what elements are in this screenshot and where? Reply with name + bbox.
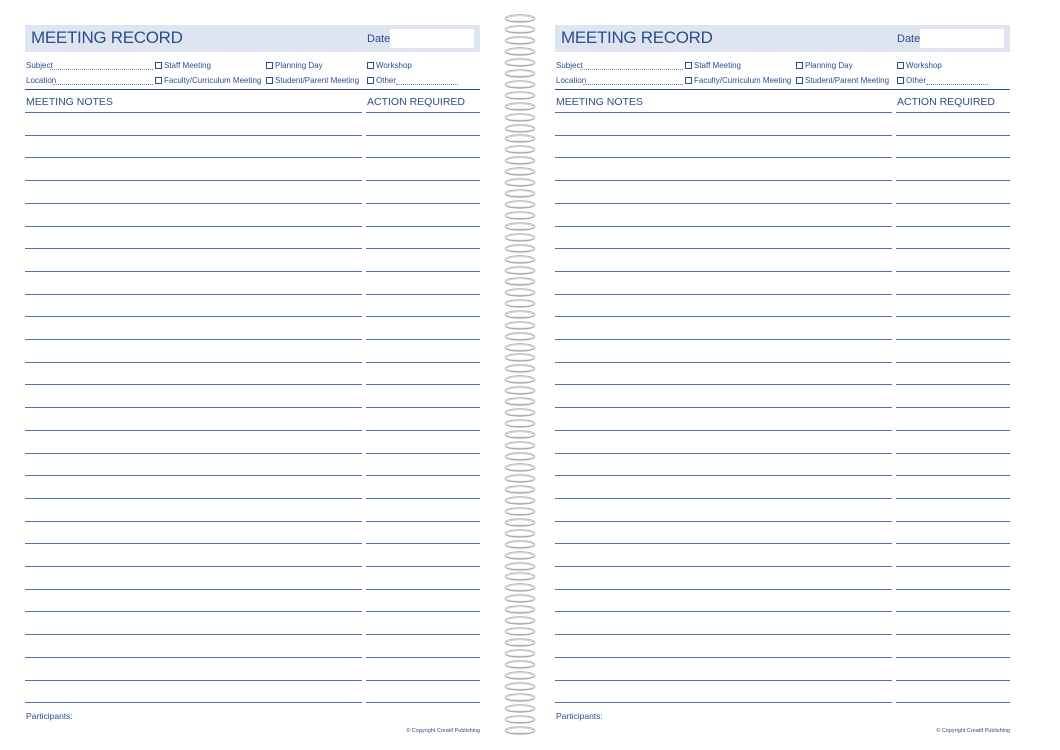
action-line[interactable] bbox=[896, 589, 1010, 590]
action-line[interactable] bbox=[366, 566, 480, 567]
spiral-coil bbox=[503, 507, 537, 516]
meeting-notes-heading: MEETING NOTES bbox=[26, 96, 113, 108]
notes-line[interactable] bbox=[25, 248, 362, 249]
spiral-coil bbox=[503, 704, 537, 713]
spiral-coil bbox=[503, 386, 537, 395]
notes-line[interactable] bbox=[555, 430, 892, 431]
spiral-coil bbox=[503, 255, 537, 264]
page-title: MEETING RECORD bbox=[561, 28, 713, 47]
notes-line[interactable] bbox=[25, 453, 362, 454]
notes-line[interactable] bbox=[25, 521, 362, 522]
participants-label: Participants: bbox=[556, 711, 603, 721]
action-line[interactable] bbox=[366, 453, 480, 454]
left-page bbox=[25, 25, 480, 740]
date-label: Date bbox=[367, 33, 391, 45]
spiral-coil bbox=[503, 463, 537, 472]
action-line[interactable] bbox=[896, 521, 1010, 522]
notes-line[interactable] bbox=[555, 384, 892, 385]
spiral-binding bbox=[503, 14, 539, 744]
spiral-coil bbox=[503, 211, 537, 220]
subject-label: Subject bbox=[556, 61, 583, 70]
notes-line[interactable] bbox=[25, 634, 362, 635]
action-line[interactable] bbox=[366, 407, 480, 408]
spiral-coil bbox=[503, 616, 537, 625]
option-staff-meeting[interactable]: Staff Meeting bbox=[685, 61, 741, 70]
spiral-coil bbox=[503, 529, 537, 538]
notes-line[interactable] bbox=[555, 339, 892, 340]
notes-line[interactable] bbox=[25, 407, 362, 408]
notes-line[interactable] bbox=[555, 611, 892, 612]
spiral-coil bbox=[503, 605, 537, 614]
ruled-lines bbox=[555, 25, 1010, 725]
spiral-coil bbox=[503, 452, 537, 461]
notes-line[interactable] bbox=[555, 316, 892, 317]
action-line[interactable] bbox=[366, 521, 480, 522]
subject-label: Subject bbox=[26, 61, 53, 70]
action-line[interactable] bbox=[896, 407, 1010, 408]
spiral-coil bbox=[503, 649, 537, 658]
notes-line[interactable] bbox=[25, 566, 362, 567]
action-line[interactable] bbox=[366, 475, 480, 476]
spiral-coil bbox=[503, 36, 537, 45]
option-planning-day[interactable]: Planning Day bbox=[796, 61, 853, 70]
notes-line[interactable] bbox=[555, 271, 892, 272]
notes-line[interactable] bbox=[25, 203, 362, 204]
spiral-coil bbox=[503, 485, 537, 494]
option-workshop[interactable]: Workshop bbox=[367, 61, 412, 70]
spiral-coil bbox=[503, 496, 537, 505]
meeting-notes-heading: MEETING NOTES bbox=[556, 96, 643, 108]
spiral-coil bbox=[503, 332, 537, 341]
notes-line[interactable] bbox=[25, 543, 362, 544]
spiral-coil bbox=[503, 244, 537, 253]
action-line[interactable] bbox=[366, 634, 480, 635]
notes-line[interactable] bbox=[555, 362, 892, 363]
spiral-coil bbox=[503, 572, 537, 581]
spiral-coil bbox=[503, 113, 537, 122]
action-line[interactable] bbox=[366, 589, 480, 590]
spiral-coil bbox=[503, 518, 537, 527]
notes-line[interactable] bbox=[555, 203, 892, 204]
action-required-heading: ACTION REQUIRED bbox=[897, 96, 996, 108]
option-planning-day[interactable]: Planning Day bbox=[266, 61, 323, 70]
action-line[interactable] bbox=[896, 702, 1010, 703]
spiral-coil bbox=[503, 134, 537, 143]
right-page bbox=[555, 25, 1010, 740]
action-line[interactable] bbox=[366, 226, 480, 227]
notes-line[interactable] bbox=[25, 680, 362, 681]
action-line[interactable] bbox=[896, 316, 1010, 317]
spiral-coil bbox=[503, 638, 537, 647]
option-faculty-meeting[interactable]: Faculty/Curriculum Meeting bbox=[685, 76, 791, 85]
spiral-coil bbox=[503, 627, 537, 636]
notes-line[interactable] bbox=[25, 180, 362, 181]
action-line[interactable] bbox=[366, 157, 480, 158]
action-line[interactable] bbox=[896, 453, 1010, 454]
action-line[interactable] bbox=[366, 430, 480, 431]
option-student-parent-meeting[interactable]: Student/Parent Meeting bbox=[796, 76, 889, 85]
notes-line[interactable] bbox=[555, 589, 892, 590]
action-line[interactable] bbox=[896, 566, 1010, 567]
notes-line[interactable] bbox=[555, 294, 892, 295]
location-label: Location bbox=[26, 76, 57, 85]
spiral-coil bbox=[503, 266, 537, 275]
action-line[interactable] bbox=[896, 339, 1010, 340]
action-line[interactable] bbox=[896, 157, 1010, 158]
spiral-coil bbox=[503, 343, 537, 352]
spiral-coil bbox=[503, 80, 537, 89]
spiral-coil bbox=[503, 364, 537, 373]
notes-line[interactable] bbox=[25, 430, 362, 431]
copyright-text: © Copyright Creatif Publishing bbox=[936, 728, 1010, 734]
notes-line[interactable] bbox=[555, 657, 892, 658]
spiral-coil bbox=[503, 299, 537, 308]
participants-label: Participants: bbox=[26, 711, 73, 721]
spiral-coil bbox=[503, 594, 537, 603]
action-line[interactable] bbox=[896, 611, 1010, 612]
spiral-coil bbox=[503, 693, 537, 702]
spiral-coil bbox=[503, 430, 537, 439]
spiral-coil bbox=[503, 540, 537, 549]
notes-line[interactable] bbox=[555, 248, 892, 249]
action-line[interactable] bbox=[896, 498, 1010, 499]
action-line[interactable] bbox=[896, 294, 1010, 295]
notes-line[interactable] bbox=[25, 339, 362, 340]
action-line[interactable] bbox=[366, 543, 480, 544]
action-line[interactable] bbox=[366, 248, 480, 249]
action-line[interactable] bbox=[366, 611, 480, 612]
action-line[interactable] bbox=[896, 384, 1010, 385]
option-staff-meeting[interactable]: Staff Meeting bbox=[155, 61, 211, 70]
spiral-coil bbox=[503, 58, 537, 67]
option-other[interactable]: Other bbox=[367, 76, 458, 85]
spiral-coil bbox=[503, 47, 537, 56]
notes-line[interactable] bbox=[555, 135, 892, 136]
action-line[interactable] bbox=[896, 362, 1010, 363]
notes-line[interactable] bbox=[25, 157, 362, 158]
notes-line[interactable] bbox=[555, 498, 892, 499]
action-line[interactable] bbox=[366, 112, 480, 113]
spiral-coil bbox=[503, 310, 537, 319]
action-line[interactable] bbox=[366, 680, 480, 681]
notes-line[interactable] bbox=[555, 543, 892, 544]
date-label: Date bbox=[897, 33, 921, 45]
spiral-coil bbox=[503, 562, 537, 571]
action-line[interactable] bbox=[366, 384, 480, 385]
notes-line[interactable] bbox=[555, 702, 892, 703]
spiral-coil bbox=[503, 288, 537, 297]
spiral-coil bbox=[503, 583, 537, 592]
notes-line[interactable] bbox=[25, 702, 362, 703]
notes-line[interactable] bbox=[25, 589, 362, 590]
action-line[interactable] bbox=[366, 702, 480, 703]
action-line[interactable] bbox=[896, 680, 1010, 681]
spiral-coil bbox=[503, 91, 537, 100]
action-line[interactable] bbox=[896, 180, 1010, 181]
spiral-coil bbox=[503, 189, 537, 198]
action-line[interactable] bbox=[366, 135, 480, 136]
action-line[interactable] bbox=[366, 339, 480, 340]
notes-line[interactable] bbox=[25, 362, 362, 363]
notes-line[interactable] bbox=[555, 475, 892, 476]
spiral-coil bbox=[503, 551, 537, 560]
spiral-coil bbox=[503, 715, 537, 724]
notes-line[interactable] bbox=[555, 180, 892, 181]
action-line[interactable] bbox=[366, 657, 480, 658]
spiral-coil bbox=[503, 124, 537, 133]
spiral-coil bbox=[503, 682, 537, 691]
notes-line[interactable] bbox=[25, 112, 362, 113]
spiral-coil bbox=[503, 441, 537, 450]
notes-line[interactable] bbox=[555, 453, 892, 454]
notes-line[interactable] bbox=[25, 271, 362, 272]
spiral-coil bbox=[503, 102, 537, 111]
spiral-coil bbox=[503, 233, 537, 242]
action-line[interactable] bbox=[366, 362, 480, 363]
notes-line[interactable] bbox=[555, 407, 892, 408]
spiral-coil bbox=[503, 25, 537, 34]
spiral-coil bbox=[503, 408, 537, 417]
notes-line[interactable] bbox=[25, 498, 362, 499]
spiral-coil bbox=[503, 222, 537, 231]
copyright-text: © Copyright Creatif Publishing bbox=[406, 728, 480, 734]
action-line[interactable] bbox=[896, 430, 1010, 431]
action-line[interactable] bbox=[366, 294, 480, 295]
notes-line[interactable] bbox=[555, 157, 892, 158]
spiral-coil bbox=[503, 419, 537, 428]
notes-line[interactable] bbox=[555, 680, 892, 681]
notes-line[interactable] bbox=[25, 135, 362, 136]
option-faculty-meeting[interactable]: Faculty/Curriculum Meeting bbox=[155, 76, 261, 85]
spiral-coil bbox=[503, 200, 537, 209]
spiral-coil bbox=[503, 167, 537, 176]
action-line[interactable] bbox=[366, 271, 480, 272]
spiral-coil bbox=[503, 397, 537, 406]
action-line[interactable] bbox=[896, 271, 1010, 272]
notes-line[interactable] bbox=[25, 611, 362, 612]
notes-line[interactable] bbox=[555, 634, 892, 635]
option-other[interactable]: Other bbox=[897, 76, 988, 85]
spiral-coil bbox=[503, 156, 537, 165]
page-title: MEETING RECORD bbox=[31, 28, 183, 47]
action-line[interactable] bbox=[896, 135, 1010, 136]
notes-line[interactable] bbox=[25, 657, 362, 658]
action-line[interactable] bbox=[896, 112, 1010, 113]
notes-line[interactable] bbox=[25, 294, 362, 295]
notes-line[interactable] bbox=[555, 566, 892, 567]
action-line[interactable] bbox=[896, 543, 1010, 544]
option-workshop[interactable]: Workshop bbox=[897, 61, 942, 70]
action-line[interactable] bbox=[366, 203, 480, 204]
action-line[interactable] bbox=[896, 657, 1010, 658]
spiral-coil bbox=[503, 145, 537, 154]
location-label: Location bbox=[556, 76, 587, 85]
notes-line[interactable] bbox=[555, 226, 892, 227]
action-line[interactable] bbox=[366, 180, 480, 181]
spiral-coil bbox=[503, 474, 537, 483]
notes-line[interactable] bbox=[25, 226, 362, 227]
spiral-coil bbox=[503, 14, 537, 23]
action-required-heading: ACTION REQUIRED bbox=[367, 96, 466, 108]
notes-line[interactable] bbox=[25, 384, 362, 385]
action-line[interactable] bbox=[896, 203, 1010, 204]
action-line[interactable] bbox=[896, 634, 1010, 635]
notes-line[interactable] bbox=[25, 316, 362, 317]
spiral-coil bbox=[503, 660, 537, 669]
spiral-coil bbox=[503, 321, 537, 330]
action-line[interactable] bbox=[366, 498, 480, 499]
action-line[interactable] bbox=[896, 475, 1010, 476]
action-line[interactable] bbox=[896, 226, 1010, 227]
notes-line[interactable] bbox=[25, 475, 362, 476]
ruled-lines bbox=[25, 25, 480, 725]
notes-line[interactable] bbox=[555, 521, 892, 522]
spiral-coil bbox=[503, 69, 537, 78]
option-student-parent-meeting[interactable]: Student/Parent Meeting bbox=[266, 76, 359, 85]
notes-line[interactable] bbox=[555, 112, 892, 113]
spiral-coil bbox=[503, 178, 537, 187]
action-line[interactable] bbox=[896, 248, 1010, 249]
spiral-coil bbox=[503, 353, 537, 362]
spiral-coil bbox=[503, 375, 537, 384]
spiral-coil bbox=[503, 726, 537, 735]
spiral-coil bbox=[503, 277, 537, 286]
action-line[interactable] bbox=[366, 316, 480, 317]
spiral-coil bbox=[503, 671, 537, 680]
